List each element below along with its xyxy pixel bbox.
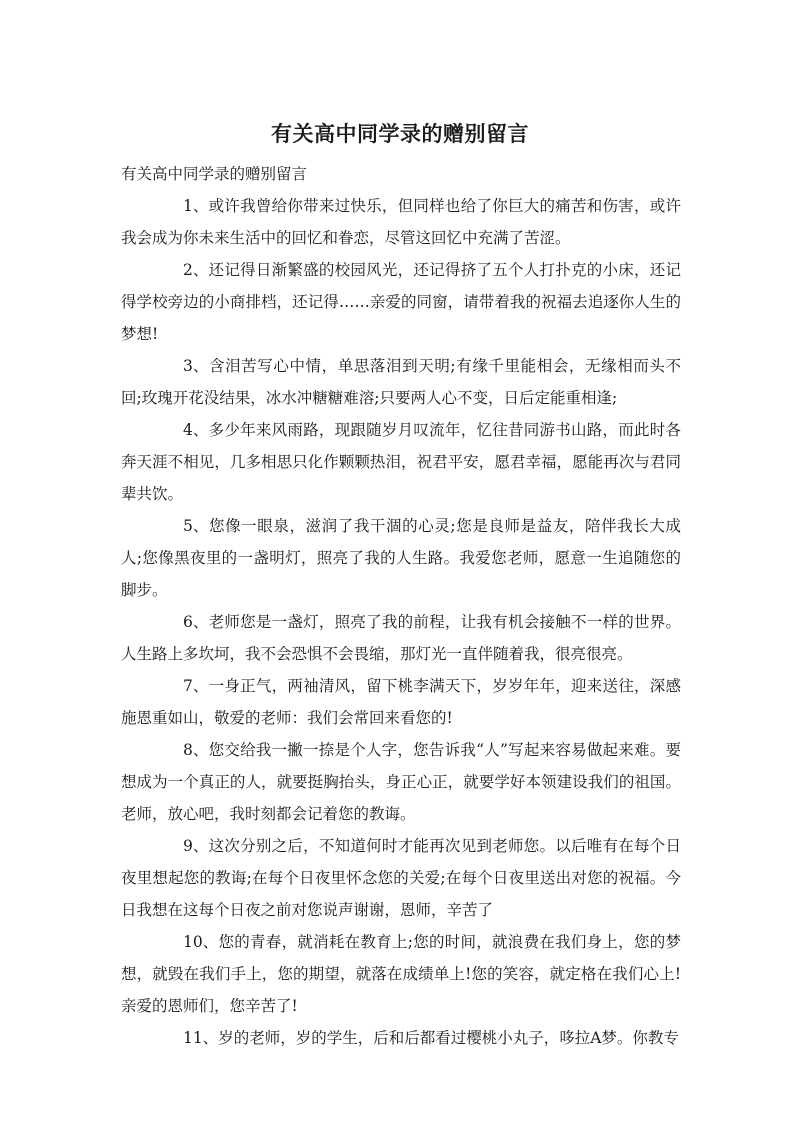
paragraph-6 — [121, 606, 681, 670]
paragraph-text: 老师您是一盏灯，照亮了我的前程，让我有机会接触不一样的世界。人生路上多坎坷，我不会恐惧不会畏缩，那灯光一直伴随着我，很亮很亮。 — [121, 613, 681, 663]
paragraph-number: 6、 — [183, 613, 209, 631]
paragraph-number: 2、 — [183, 261, 209, 279]
paragraph-8 — [121, 734, 681, 830]
paragraph-7 — [121, 670, 681, 734]
paragraph-number: 10、 — [183, 933, 219, 951]
paragraph-number: 4、 — [183, 421, 209, 439]
paragraph-number: 5、 — [183, 517, 209, 535]
paragraph-text: 一身正气，两袖清风，留下桃李满天下，岁岁年年，迎来送往，深感施恩重如山，敬爱的老师：我们会常回来看您的! — [121, 677, 681, 727]
paragraph-text: 您交给我一撇一捺是个人字，您告诉我“人”写起来容易做起来难。要想成为一个真正的人，就要挺胸抬头，身正心正，就要学好本领建设我们的祖国。老师，放心吧，我时刻都会记着您的教诲。 — [121, 741, 681, 823]
paragraph-text: 这次分别之后，不知道何时才能再次见到老师您。以后唯有在每个日夜里想起您的教诲;在每个日夜里怀念您的关爱;在每个日夜里送出对您的祝福。今日我想在这每个日夜之前对您说声谢谢，恩师，辛苦了 — [121, 837, 681, 919]
paragraph-text: 多少年来风雨路，现跟随岁月叹流年，忆往昔同游书山路，而此时各奔天涯不相见，几多相思只化作颗颗热泪，祝君平安，愿君幸福，愿能再次与君同辈共饮。 — [121, 421, 681, 503]
document-body — [121, 158, 681, 1054]
paragraph-text: 您像一眼泉，滋润了我干涸的心灵;您是良师是益友，陪伴我长大成人;您像黑夜里的一盏明灯，照亮了我的人生路。我爱您老师，愿意一生追随您的脚步。 — [121, 517, 681, 599]
paragraph-number: 3、 — [183, 357, 209, 375]
paragraph-10 — [121, 926, 681, 1022]
paragraph-2 — [121, 254, 681, 350]
paragraph-number: 8、 — [183, 741, 209, 759]
document-subtitle: 有关高中同学录的赠别留言 — [121, 165, 308, 183]
paragraph-4 — [121, 414, 681, 510]
paragraph-5 — [121, 510, 681, 606]
paragraph-11 — [121, 1022, 681, 1054]
paragraph-text: 或许我曾给你带来过快乐，但同样也给了你巨大的痛苦和伤害，或许我会成为你未来生活中的回忆和眷恋，尽管这回忆中充满了苦涩。 — [121, 197, 681, 247]
paragraph-number: 9、 — [183, 837, 209, 855]
paragraph-3 — [121, 350, 681, 414]
paragraph-number: 11、 — [183, 1029, 219, 1047]
paragraph-number: 7、 — [183, 677, 209, 695]
paragraph-text: 还记得日渐繁盛的校园风光，还记得挤了五个人打扑克的小床，还记得学校旁边的小商排档，还记得……亲爱的同窗，请带着我的祝福去追逐你人生的梦想! — [121, 261, 681, 343]
paragraph-text: 您的青春，就消耗在教育上;您的时间，就浪费在我们身上，您的梦想，就毁在我们手上，您的期望，就落在成绩单上!您的笑容，就定格在我们心上!亲爱的恩师们，您辛苦了! — [121, 933, 681, 1015]
paragraph-number: 1、 — [183, 197, 209, 215]
paragraph-1 — [121, 190, 681, 254]
paragraph-text: 岁的老师，岁的学生，后和后都看过樱桃小丸子，哆拉A梦。你教专 — [218, 1029, 679, 1047]
document-title: 有关高中同学录的赠别留言 — [271, 122, 529, 146]
paragraph-text: 含泪苦写心中情，单思落泪到天明;有缘千里能相会，无缘相而头不回;玫瑰开花没结果，冰水冲糖糖难溶;只要两人心不变，日后定能重相逢; — [121, 357, 681, 407]
paragraph-9 — [121, 830, 681, 926]
